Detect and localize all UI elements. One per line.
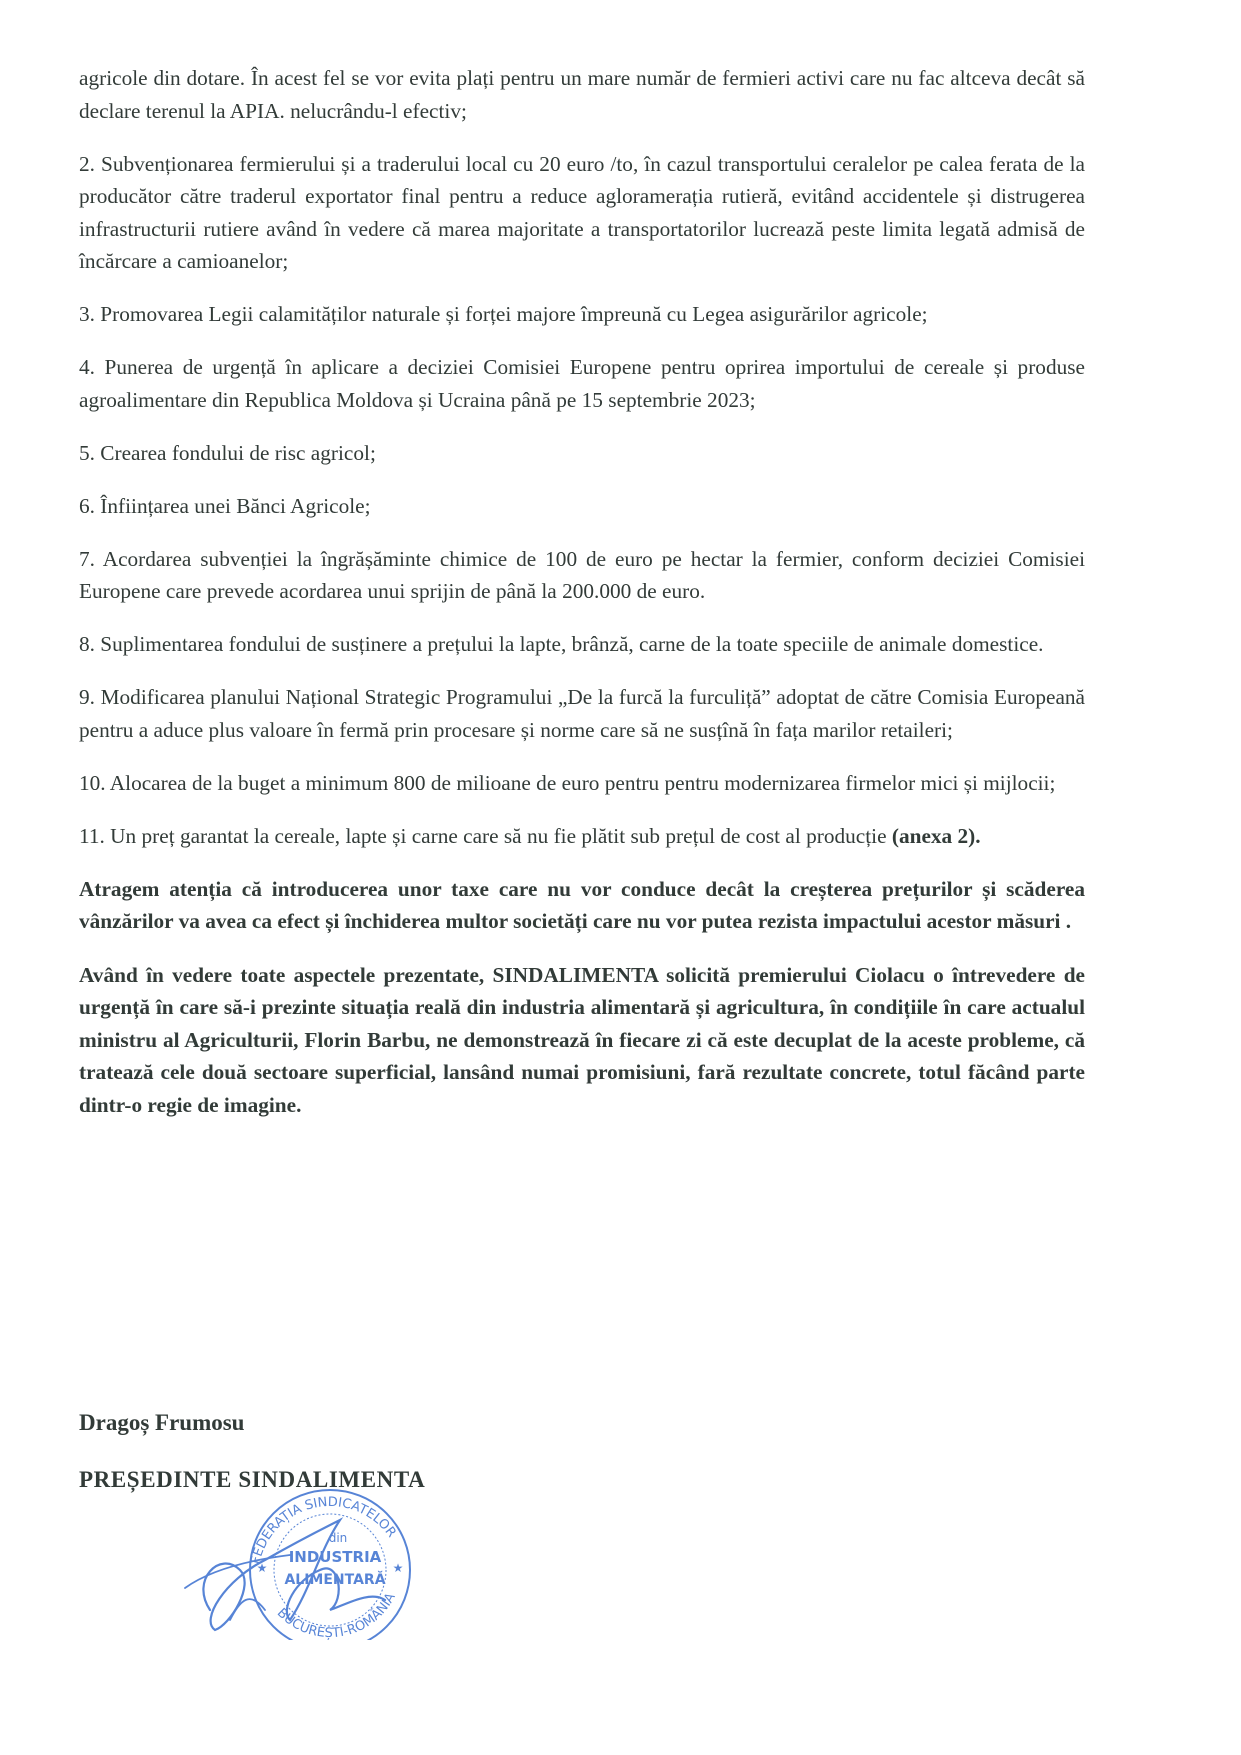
list-item-5: 5. Crearea fondului de risc agricol; <box>79 440 376 465</box>
stamp-outer-text-bottom: BUCUREȘTI-ROMÂNIA <box>273 1590 399 1640</box>
list-item-6: 6. Înființarea unei Bănci Agricole; <box>79 493 371 518</box>
stamp-star-icon-left: ★ <box>256 1561 268 1575</box>
stamp-outer-text-top: FEDERAȚIA SINDICATELOR <box>248 1494 399 1566</box>
list-item-9: 9. Modificarea planului Național Strategic Programului „De la furcă la furculiță” adoptat de către Comisia Europeană pentru a aduce plus valoare în fermă prin procesare și norme care să ne susțînă în fața marilor retaileri; <box>79 685 1085 742</box>
signatory-name: Dragoș Frumosu <box>79 1410 245 1435</box>
list-item-8: 8. Suplimentarea fondului de susținere a prețului la lapte, brânză, carne de la toate speciile de animale domestice. <box>79 632 1044 656</box>
list-item-7: 7. Acordarea subvenției la îngrășăminte chimice de 100 de euro pe hectar la fermier, conform deciziei Comisiei Europene care prevede acordarea unui sprijin de până la 200.000 de euro. <box>79 546 1085 603</box>
list-item-11 <box>79 820 1085 853</box>
stamp-inner-line-2: INDUSTRIA <box>288 1548 382 1566</box>
list-item-4: 4. Punerea de urgență în aplicare a deciziei Comisiei Europene pentru oprirea importului de cereale și produse agroalimentare din Republica Moldova și Ucraina până pe 15 septembrie 2023; <box>79 355 1085 412</box>
list-item-2: 2. Subvenționarea fermierului și a traderului local cu 20 euro /to, în cazul transportului ceralelor pe calea ferata de la producător către traderul exportator final pentru a reduce agloramerația rutieră, evitând accidentele și distrugerea infrastructurii rutiere având în vedere că marea majoritate a transportatorilor lucrează peste limita legată admisă de încărcare a camioanelor; <box>79 151 1085 273</box>
stamp-star-icon: ★ <box>392 1561 404 1575</box>
stamp-inner-line-1: din <box>328 1531 348 1545</box>
list-item-10: 10. Alocarea de la buget a minimum 800 de milioane de euro pentru pentru modernizarea firmelor mici și mijlocii; <box>79 770 1056 795</box>
document-body <box>79 62 1085 1142</box>
paragraph-continuation: agricole din dotare. În acest fel se vor evita plați pentru un mare număr de fermieri activi care nu fac altceva decât să declare terenul la APIA. nelucrându-l efectiv; <box>79 66 1085 123</box>
list-item-3: 3. Promovarea Legii calamităților naturale și forței majore împreună cu Legea asigurărilor agricole; <box>79 302 928 326</box>
warning-paragraph: Atragem atenția că introducerea unor taxe care nu vor conduce decât la creșterea prețurilor și scăderea vânzărilor va avea ca efect și închiderea multor societăți care nu vor putea rezista impactului acestor măsuri . <box>79 876 1085 933</box>
request-paragraph: Având în vedere toate aspectele prezentate, SINDALIMENTA solicită premierului Ciolacu o întrevedere de urgență în care să-i prezinte situația reală din industria alimentară și agricultura, în condițiile în care actualul ministru al Agriculturii, Florin Barbu, ne demonstrează în fiecare zi că este decuplat de la aceste probleme, că tratează cele două sectoare superficial, lansând numai promisiuni, fară rezultate concrete, totul făcând parte dintr-o regie de imagine. <box>79 962 1085 1117</box>
annex-reference: (anexa 2). <box>891 823 981 848</box>
stamp-inner-line-3: ALIMENTARĂ <box>284 1572 386 1588</box>
official-stamp <box>170 1460 430 1640</box>
list-item-11-text: 11. Un preț garantat la cereale, lapte și carne care să nu fie plătit sub prețul de cost al producție <box>79 823 892 848</box>
signatory-title: PREȘEDINTE SINDALIMENTA <box>79 1467 426 1492</box>
